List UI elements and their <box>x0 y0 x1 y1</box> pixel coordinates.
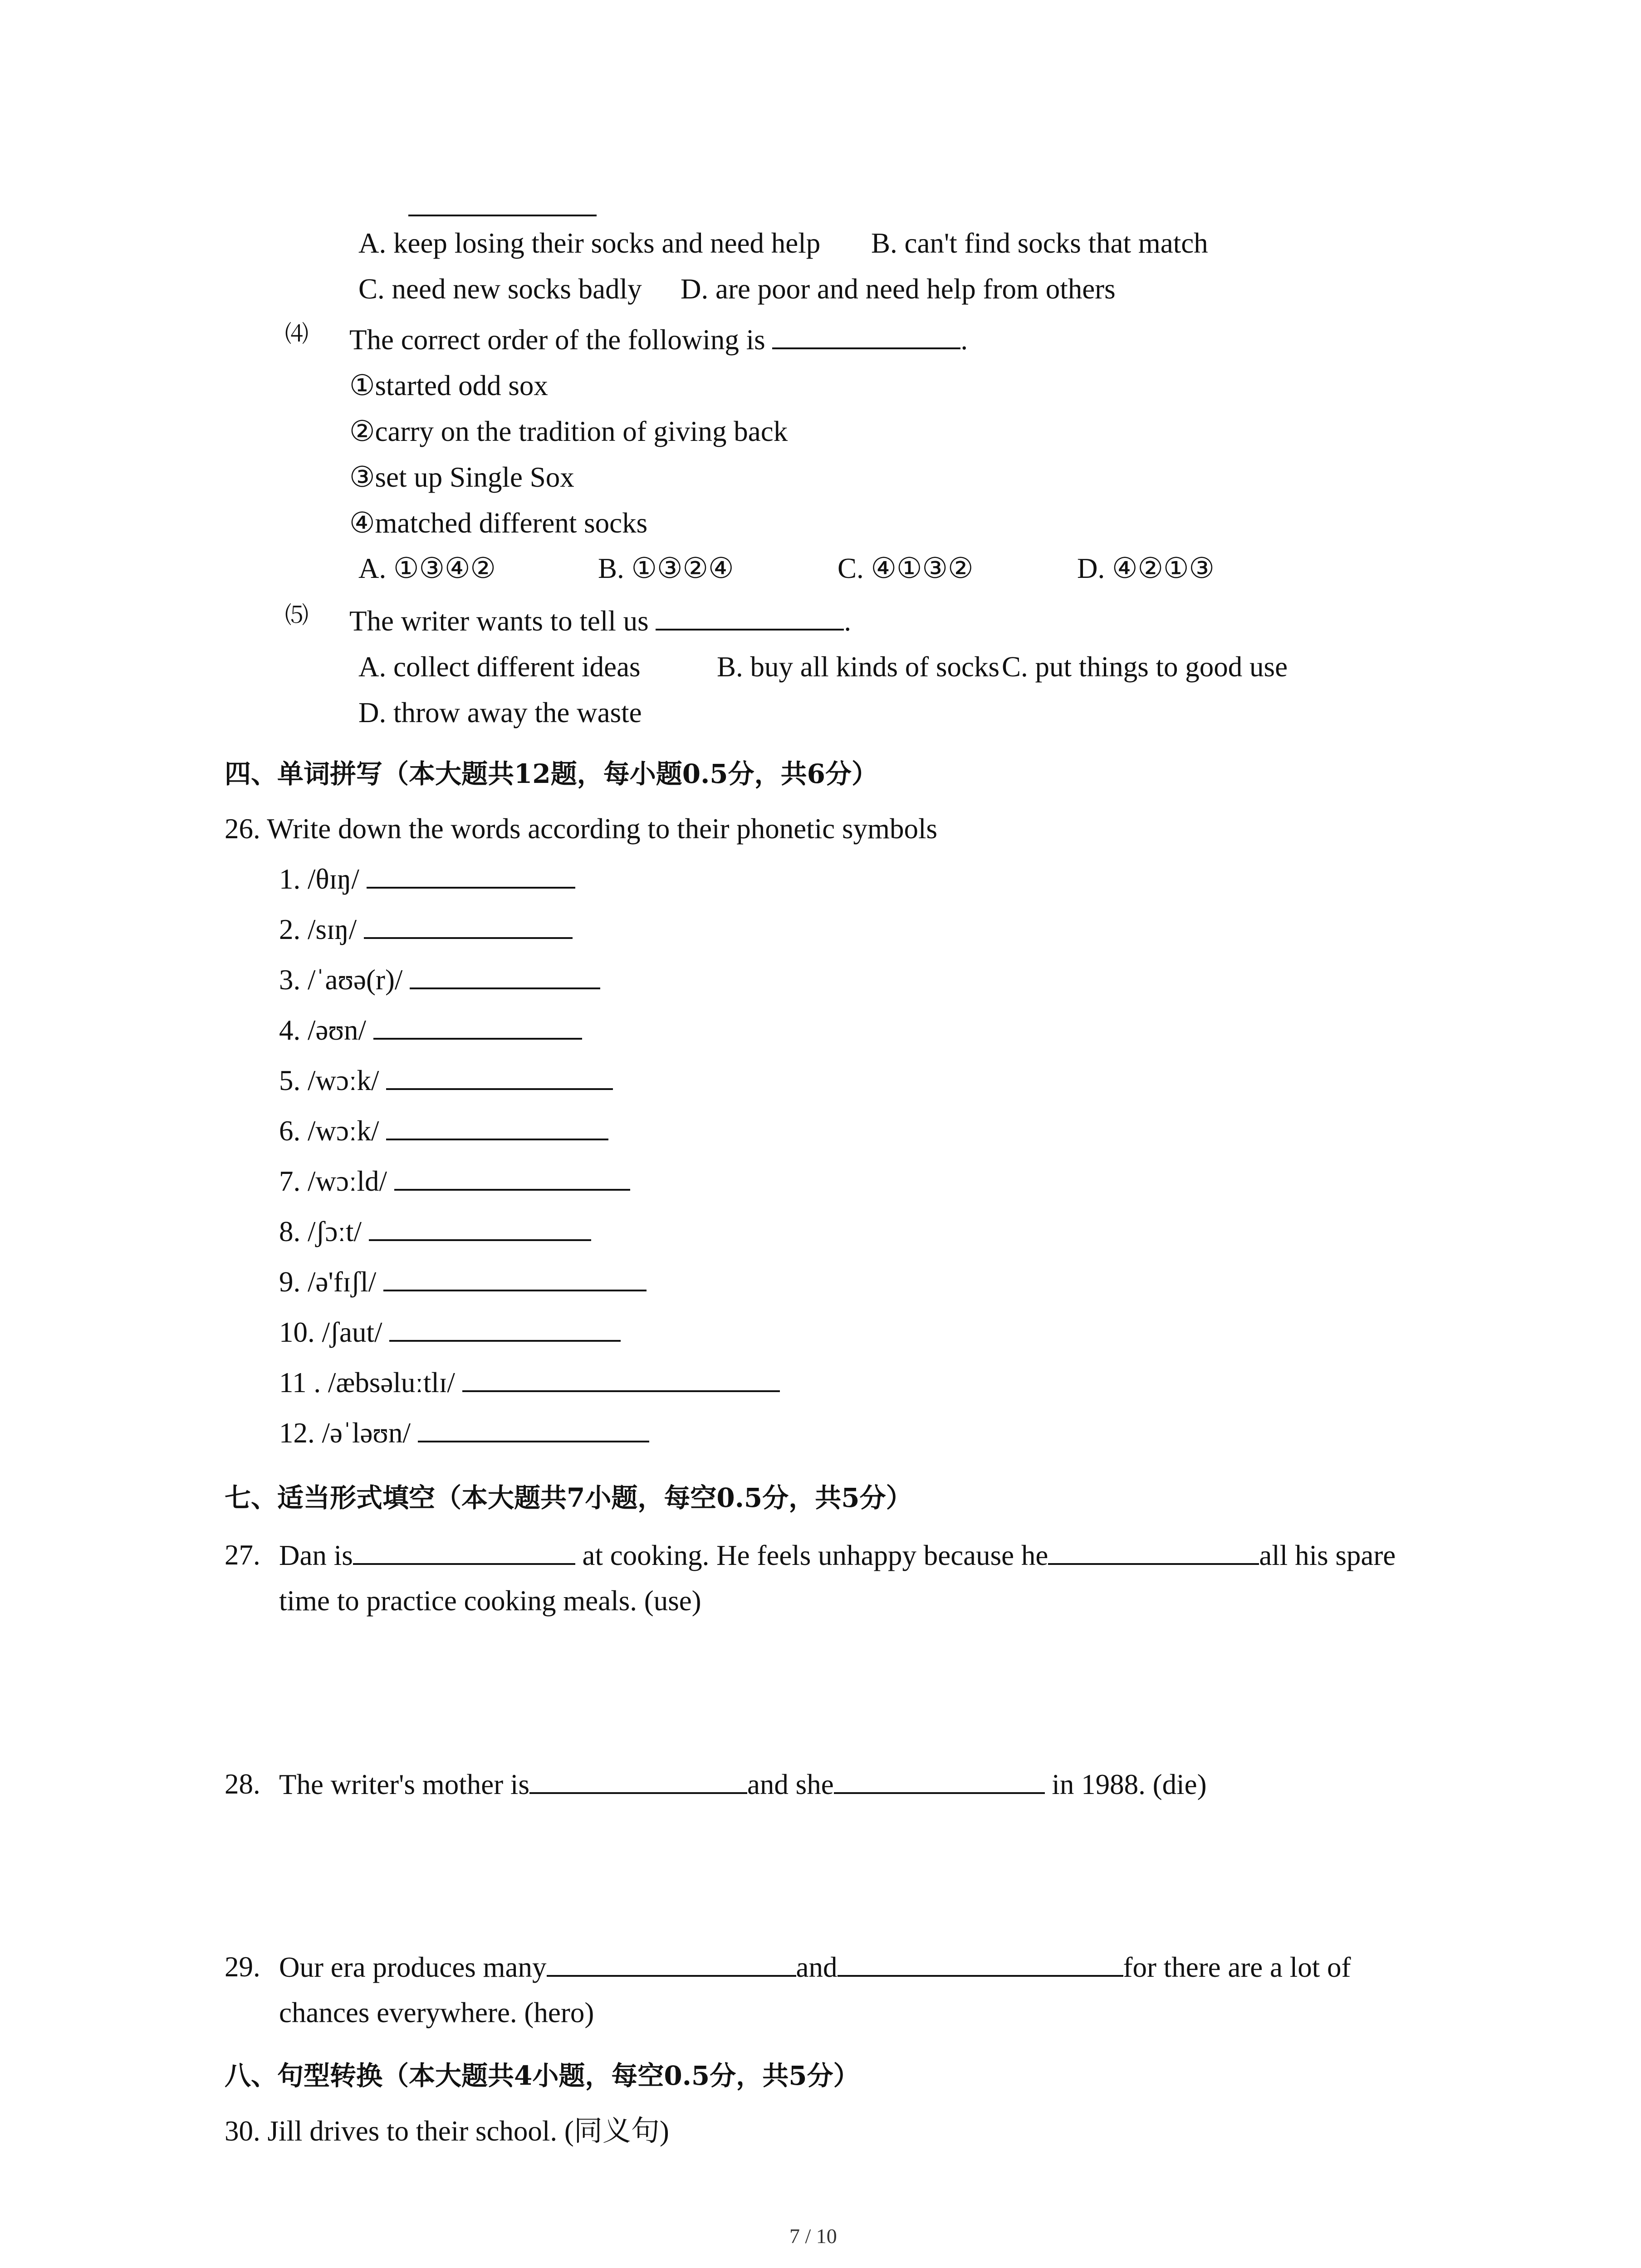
q4-number: ⑷ <box>285 322 309 347</box>
q29-line-2: chances everywhere. (hero) <box>279 1997 594 2028</box>
section-4-title: 四、单词拼写（本大题共12题，每小题0.5分，共6分） <box>225 758 878 789</box>
q5-option-a: A. collect different ideas <box>358 651 641 683</box>
q3-option-d: D. are poor and need help from others <box>681 273 1116 305</box>
q27-line-2: time to practice cooking meals. (use) <box>279 1585 701 1617</box>
q3-option-a: A. keep losing their socks and need help <box>358 227 821 259</box>
q4-item-4: ④matched different socks <box>349 507 648 539</box>
phonetic-item-4: 4. /əʊn/ <box>279 1012 582 1048</box>
phonetic-item-9: 9. /ə'fɪʃl/ <box>279 1263 647 1300</box>
phonetic-item-8: 8. /ʃɔːt/ <box>279 1213 591 1250</box>
q28-line-1: The writer's mother is and she in 1988. (die) <box>279 1766 1207 1803</box>
phonetic-item-12: 12. /əˈləʊn/ <box>279 1414 649 1451</box>
phonetic-item-6: 6. /wɔːk/ <box>279 1112 608 1149</box>
section-8-title: 八、句型转换（本大题共4小题，每空0.5分，共5分） <box>225 2060 860 2091</box>
q27-number: 27. <box>225 1539 260 1571</box>
q4-option-d: D. ④②①③ <box>1077 552 1215 584</box>
page-number: 7 / 10 <box>789 2224 837 2248</box>
q26-stem: 26. Write down the words according to their phonetic symbols <box>225 813 938 845</box>
phonetic-item-5: 5. /wɔːk/ <box>279 1062 613 1099</box>
q29-line-1: Our era produces many and for there are a lot of <box>279 1949 1351 1985</box>
q5-option-b: B. buy all kinds of socks <box>717 651 999 683</box>
phonetic-item-7: 7. /wɔːld/ <box>279 1163 630 1199</box>
q5-stem: The writer wants to tell us . <box>349 602 851 639</box>
q4-option-c: C. ④①③② <box>838 552 974 584</box>
q4-item-2: ②carry on the tradition of giving back <box>349 415 788 447</box>
q28-number: 28. <box>225 1768 260 1800</box>
q4-item-3: ③set up Single Sox <box>349 461 574 493</box>
phonetic-item-2: 2. /sɪŋ/ <box>279 911 573 948</box>
q5-option-c: C. put things to good use <box>1002 651 1288 683</box>
phonetic-item-1: 1. /θɪŋ/ <box>279 860 575 897</box>
section-7-title: 七、适当形式填空（本大题共7小题，每空0.5分，共5分） <box>225 1482 912 1513</box>
q29-number: 29. <box>225 1951 260 1983</box>
q5-number: ⑸ <box>285 603 309 629</box>
q27-line-1: Dan is at cooking. He feels unhappy because he all his spare <box>279 1537 1396 1574</box>
q3-option-b: B. can't find socks that match <box>871 227 1208 259</box>
phonetic-item-10: 10. /ʃaut/ <box>279 1314 621 1350</box>
q5-option-d: D. throw away the waste <box>358 697 642 728</box>
answer-blank <box>408 188 597 225</box>
phonetic-item-11: 11 . /æbsəluːtlɪ/ <box>279 1364 780 1401</box>
q3-option-c: C. need new socks badly <box>358 273 642 305</box>
q30-stem: 30. Jill drives to their school. (同义句) <box>225 2115 669 2147</box>
q4-option-b: B. ①③②④ <box>598 552 734 584</box>
phonetic-item-3: 3. /ˈaʊə(r)/ <box>279 961 600 998</box>
q4-option-a: A. ①③④② <box>358 552 496 584</box>
q4-item-1: ①started odd sox <box>349 370 548 401</box>
q4-stem: The correct order of the following is . <box>349 321 968 358</box>
